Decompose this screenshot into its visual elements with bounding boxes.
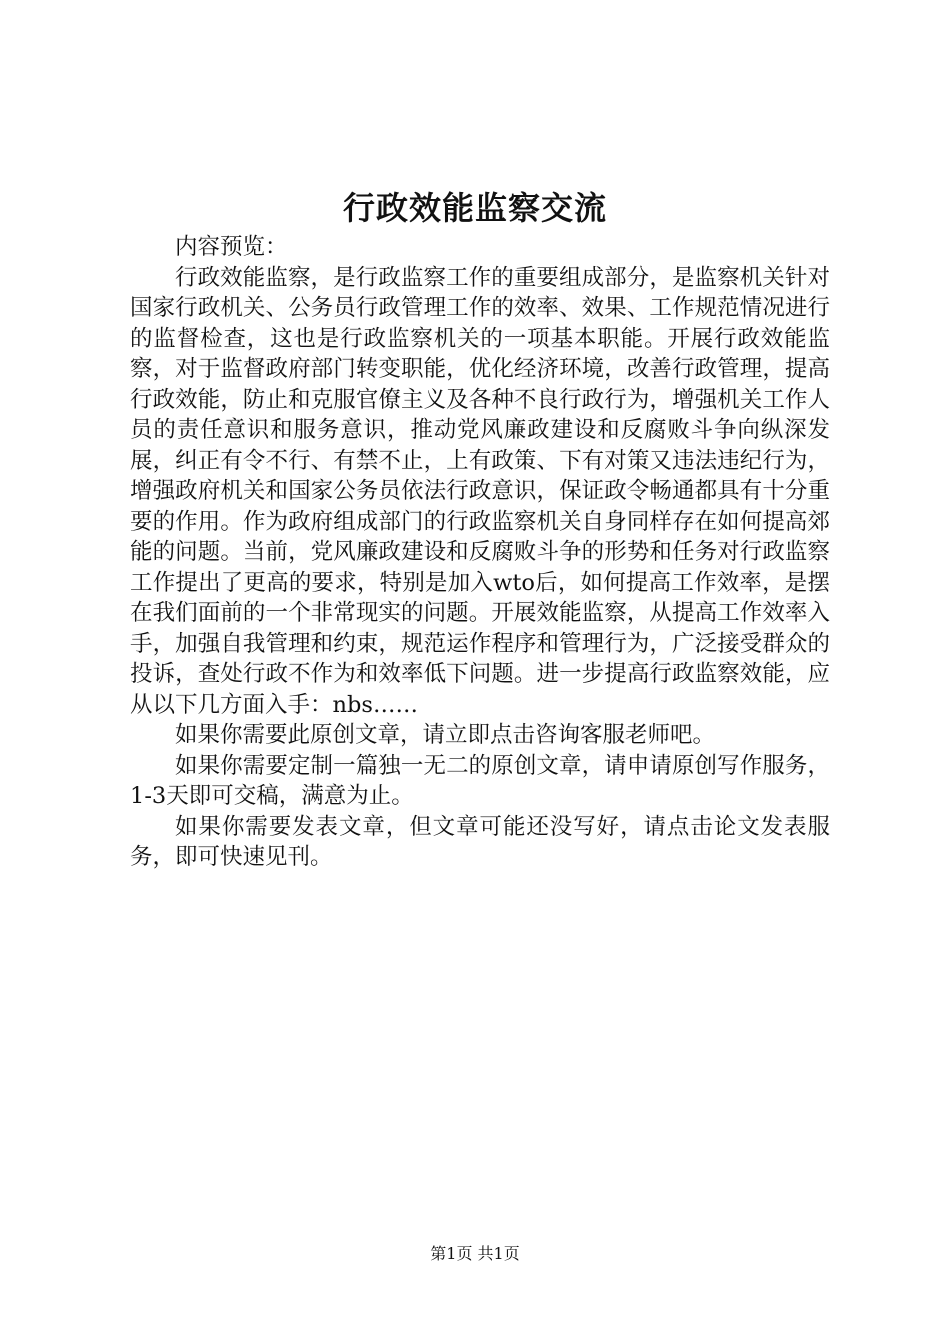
document-body [130, 232, 830, 873]
consult-paragraph: 如果你需要此原创文章，请立即点击咨询客服老师吧。 [175, 722, 716, 748]
page-number-footer: 第1页 共1页 [430, 1244, 520, 1263]
publish-service-paragraph: 如果你需要发表文章，但文章可能还没写好，请点击论文发表服务，即可快速见刊。 [130, 813, 830, 870]
custom-writing-paragraph: 如果你需要定制一篇独一无二的原创文章，请申请原创写作服务，1-3天即可交稿，满意为止。 [130, 752, 830, 809]
page-title: 行政效能监察交流 [342, 189, 607, 227]
preview-label: 内容预览： [175, 234, 288, 260]
summary-paragraph: 行政效能监察，是行政监察工作的重要组成部分，是监察机关针对国家行政机关、公务员行政管理工作的效率、效果、工作规范情况进行的监督检查，这也是行政监察机关的一项基本职能。开展行政效能监察，对于监督政府部门转变职能，优化经济环境，改善行政管理，提高行政效能，防止和克服官僚主义及各种不良行政行为，增强机关工作人员的责任意识和服务意识，推动党风廉政建设和反腐败斗争向纵深发展，纠正有令不行、有禁不止，上有政策、下有对策又违法违纪行为，增强政府机关和国家公务员依法行政意识，保证政令畅通都具有十分重要的作用。作为政府组成部门的行政监察机关自身同样存在如何提高郊能的问题。当前，党风廉政建设和反腐败斗争的形势和任务对行政监察工作提出了更高的要求，特别是加入wto后，如何提高工作效率，是摆在我们面前的一个非常现实的问题。开展效能监察，从提高工作效率入手，加强自我管理和约束，规范运作程序和管理行为，广泛接受群众的投诉，查处行政不作为和效率低下问题。进一步提高行政监察效能，应从以下几方面入手：nbs…… [130, 264, 830, 718]
